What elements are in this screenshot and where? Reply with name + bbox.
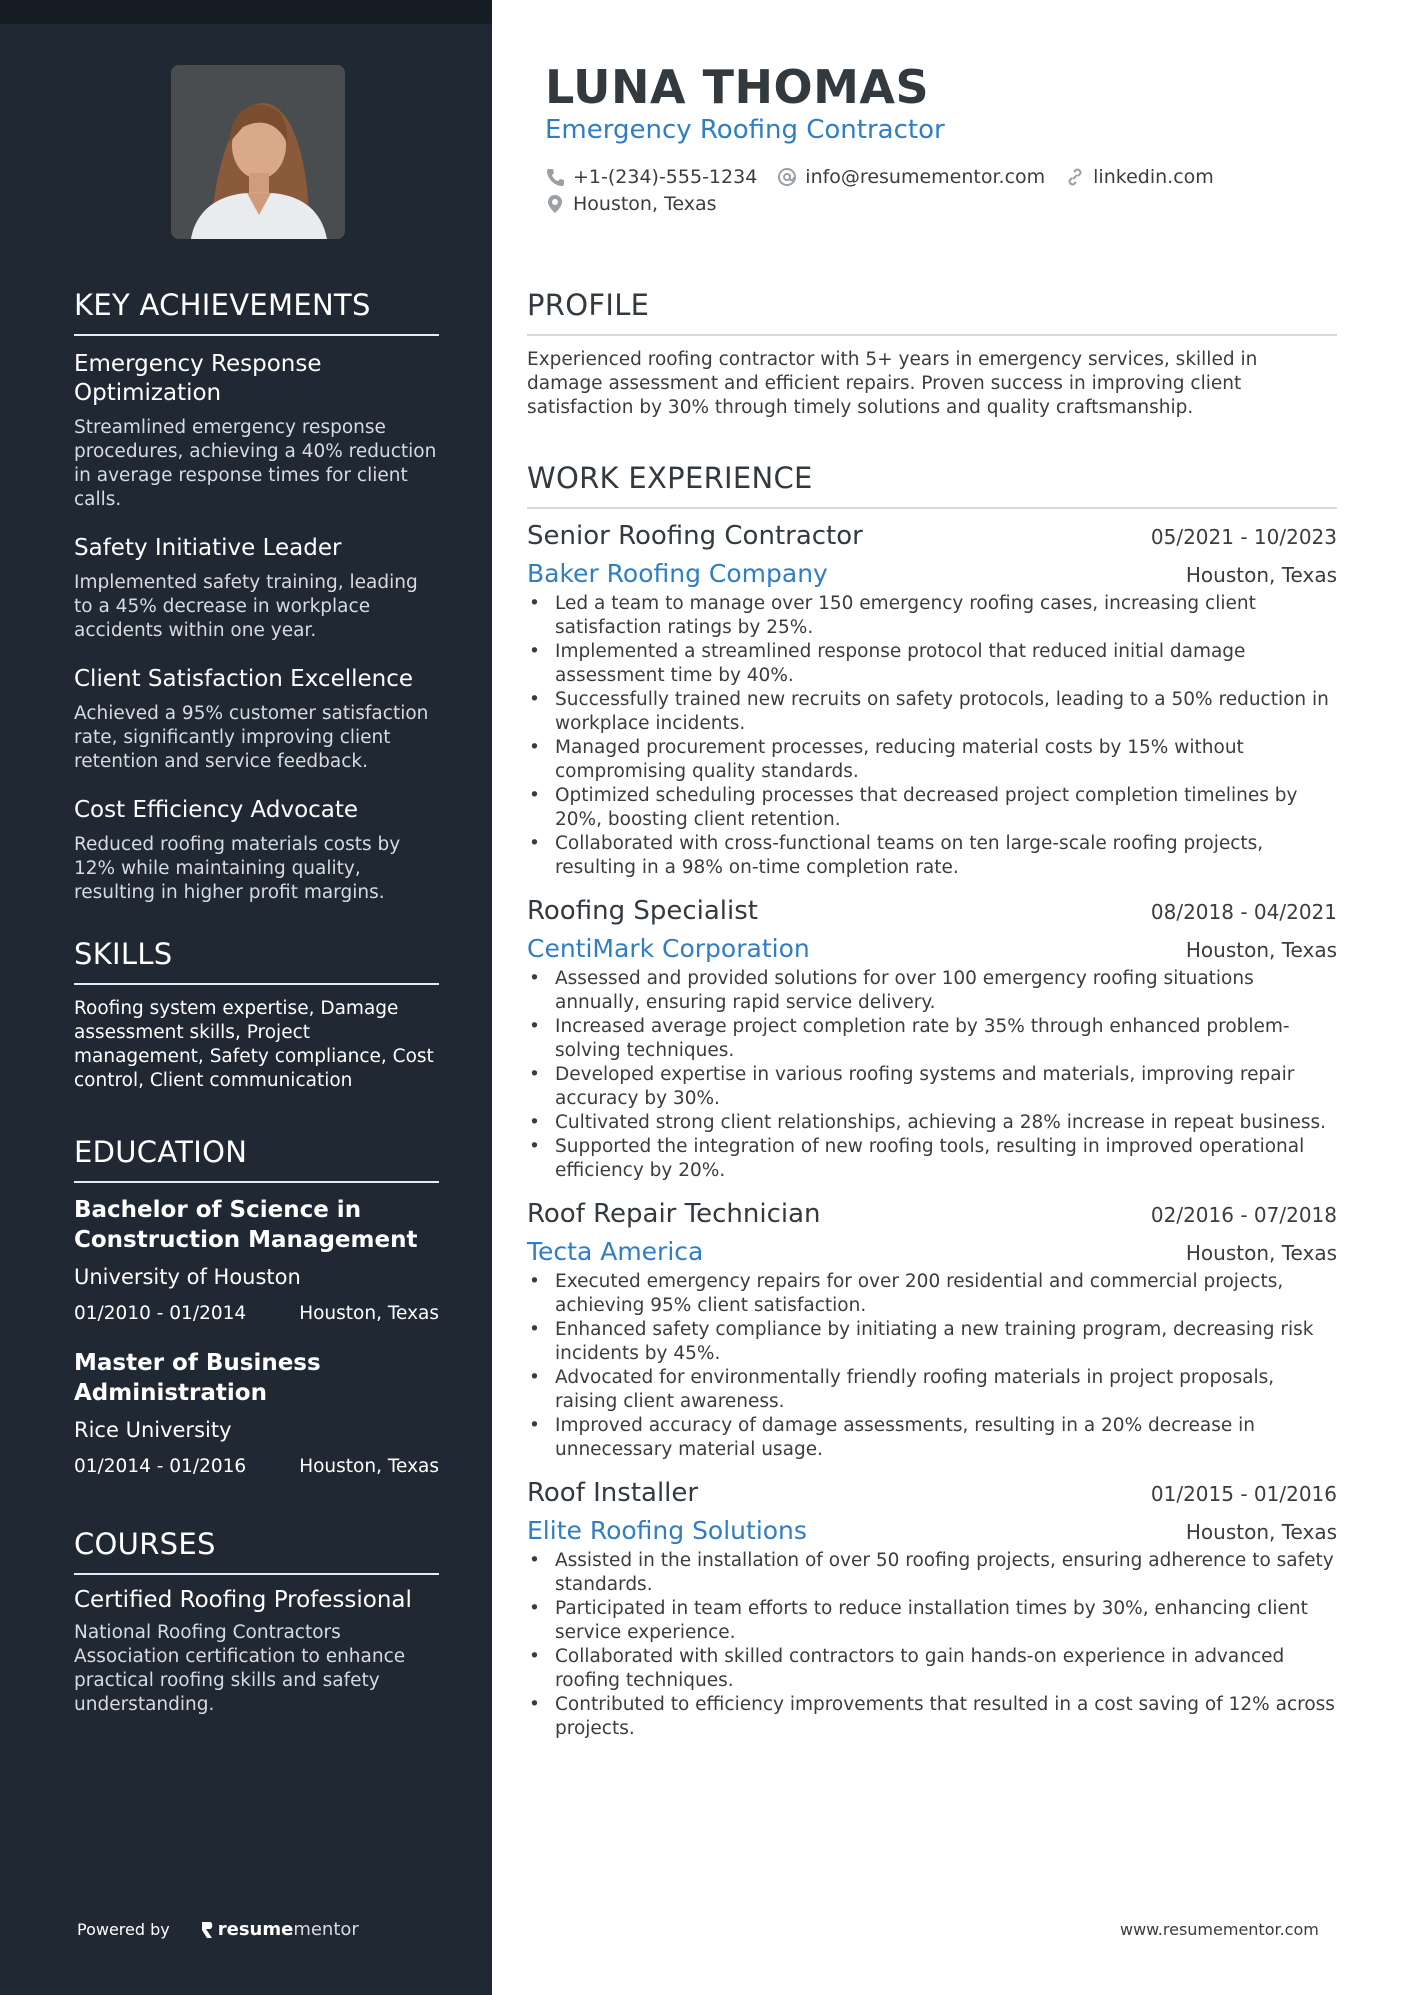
link-icon xyxy=(1065,167,1085,187)
linkedin-text: linkedin.com xyxy=(1093,166,1214,188)
brand-logo[interactable] xyxy=(200,1919,359,1940)
brand-mark-icon xyxy=(200,1920,214,1940)
job-bullet: • Participated in team efforts to reduce installation times by 30%, enhancing client service experience. xyxy=(527,1597,1337,1645)
education-location: Houston, Texas xyxy=(299,1456,439,1477)
achievement-title: Client Satisfaction Excellence xyxy=(74,666,414,692)
candidate-role: Emergency Roofing Contractor xyxy=(545,115,945,145)
experience-heading: WORK EXPERIENCE xyxy=(527,461,1337,509)
achievement-title: Safety Initiative Leader xyxy=(74,535,342,561)
job-subheader xyxy=(527,1237,1337,1266)
courses-heading: COURSES xyxy=(74,1527,439,1575)
job-bullets xyxy=(527,1270,1337,1462)
job-bullet: • Developed expertise in various roofing systems and materials, improving repair accuracy by 30%. xyxy=(527,1063,1337,1111)
sidebar-top-bar xyxy=(0,0,492,24)
achievements-section xyxy=(74,288,439,905)
education-meta xyxy=(74,1456,439,1477)
skills-section xyxy=(74,937,439,1093)
job-bullets xyxy=(527,1549,1337,1741)
location-pin-icon xyxy=(545,194,565,214)
achievement-desc: Streamlined emergency response procedures, achieving a 40% reduction in average response times for client calls. xyxy=(74,417,437,510)
job-subheader xyxy=(527,1516,1337,1545)
job-header xyxy=(527,896,1337,926)
powered-by xyxy=(77,1919,359,1940)
education-school: Rice University xyxy=(74,1418,232,1442)
job-bullet: • Supported the integration of new roofing tools, resulting in improved operational efficiency by 20%. xyxy=(527,1135,1337,1183)
brand-bold: resume xyxy=(217,1919,294,1940)
job-bullet: • Executed emergency repairs for over 200 residential and commercial projects, achieving 95% client satisfaction. xyxy=(527,1270,1337,1318)
education-heading: EDUCATION xyxy=(74,1135,439,1183)
brand-light: mentor xyxy=(293,1919,359,1940)
contact-linkedin[interactable] xyxy=(1065,166,1214,188)
footer-url[interactable]: www.resumementor.com xyxy=(1120,1920,1319,1939)
contact-row xyxy=(545,166,1214,188)
achievements-heading: KEY ACHIEVEMENTS xyxy=(74,288,439,336)
job-bullet: • Increased average project completion rate by 35% through enhanced problem-solving techniques. xyxy=(527,1015,1337,1063)
achievement-desc: Reduced roofing materials costs by 12% while maintaining quality, resulting in higher profit margins. xyxy=(74,834,401,903)
profile-photo xyxy=(171,65,345,239)
location-text: Houston, Texas xyxy=(573,193,717,215)
education-section xyxy=(74,1135,439,1477)
courses-section xyxy=(74,1527,439,1717)
job-bullet: • Managed procurement processes, reducing material costs by 15% without compromising quality standards. xyxy=(527,736,1337,784)
job-header xyxy=(527,1478,1337,1508)
profile-section xyxy=(527,288,1337,420)
job-bullets xyxy=(527,967,1337,1183)
job-bullet: • Collaborated with cross-functional teams on ten large-scale roofing projects, resulting in a 98% on-time completion rate. xyxy=(527,832,1337,880)
company-name: Tecta America xyxy=(527,1237,704,1266)
job-bullet: • Advocated for environmentally friendly roofing materials in project proposals, raising client awareness. xyxy=(527,1366,1337,1414)
job-location: Houston, Texas xyxy=(1185,1520,1337,1544)
at-icon xyxy=(777,167,797,187)
job-dates: 02/2016 - 07/2018 xyxy=(1150,1203,1337,1227)
job-title: Senior Roofing Contractor xyxy=(527,521,863,551)
job-bullet: • Enhanced safety compliance by initiating a new training program, decreasing risk incidents by 45%. xyxy=(527,1318,1337,1366)
achievement-desc: Implemented safety training, leading to a 45% decrease in workplace accidents within one year. xyxy=(74,572,418,641)
course-title: Certified Roofing Professional xyxy=(74,1587,412,1613)
contact-email[interactable] xyxy=(777,166,1045,188)
jobs-list xyxy=(527,521,1337,1741)
job-bullet: • Assisted in the installation of over 50 roofing projects, ensuring adherence to safety standards. xyxy=(527,1549,1337,1597)
education-meta xyxy=(74,1303,439,1324)
education-dates: 01/2010 - 01/2014 xyxy=(74,1303,247,1324)
job-bullet: • Optimized scheduling processes that decreased project completion timelines by 20%, boosting client retention. xyxy=(527,784,1337,832)
job-title: Roof Repair Technician xyxy=(527,1199,821,1229)
sidebar xyxy=(0,0,492,1995)
skills-heading: SKILLS xyxy=(74,937,439,985)
email-text: info@resumementor.com xyxy=(805,166,1046,188)
job-dates: 08/2018 - 04/2021 xyxy=(1150,900,1337,924)
experience-section xyxy=(527,461,1337,1741)
achievement-title: Cost Efficiency Advocate xyxy=(74,797,359,823)
job-bullets xyxy=(527,592,1337,880)
job-dates: 01/2015 - 01/2016 xyxy=(1150,1482,1337,1506)
job-title: Roof Installer xyxy=(527,1478,699,1508)
job-bullet: • Cultivated strong client relationships, achieving a 28% increase in repeat business. xyxy=(527,1111,1337,1135)
job-header xyxy=(527,521,1337,551)
achievement-desc: Achieved a 95% customer satisfaction rate, significantly improving client retention and service feedback. xyxy=(74,703,429,772)
job-bullet: • Contributed to efficiency improvements that resulted in a cost saving of 12% across projects. xyxy=(527,1693,1337,1741)
job-bullet: • Led a team to manage over 150 emergency roofing cases, increasing client satisfaction ratings by 25%. xyxy=(527,592,1337,640)
contact-phone[interactable] xyxy=(545,166,757,188)
job-entry xyxy=(527,1478,1337,1741)
profile-text: Experienced roofing contractor with 5+ years in emergency services, skilled in damage assessment and efficient repairs. Proven success in improving client satisfaction by 30% through timely solutions and quality craftsmanship. xyxy=(527,349,1258,418)
candidate-name: LUNA THOMAS xyxy=(545,60,930,114)
job-entry xyxy=(527,521,1337,880)
job-subheader xyxy=(527,934,1337,963)
phone-text: +1-(234)-555-1234 xyxy=(573,166,758,188)
job-location: Houston, Texas xyxy=(1185,563,1337,587)
achievement-title: Emergency Response Optimization xyxy=(74,351,322,406)
job-bullet: • Collaborated with skilled contractors to gain hands-on experience in advanced roofing techniques. xyxy=(527,1645,1337,1693)
education-degree: Bachelor of Science in Construction Management xyxy=(74,1197,418,1253)
job-bullet: • Successfully trained new recruits on safety protocols, leading to a 50% reduction in workplace incidents. xyxy=(527,688,1337,736)
contact-location xyxy=(545,193,717,215)
job-header xyxy=(527,1199,1337,1229)
company-name: CentiMark Corporation xyxy=(527,934,810,963)
company-name: Elite Roofing Solutions xyxy=(527,1516,807,1545)
job-bullet: • Assessed and provided solutions for over 100 emergency roofing situations annually, ensuring rapid service delivery. xyxy=(527,967,1337,1015)
job-bullet: • Improved accuracy of damage assessments, resulting in a 20% decrease in unnecessary material usage. xyxy=(527,1414,1337,1462)
course-desc: National Roofing Contractors Association certification to enhance practical roofing skills and safety understanding. xyxy=(74,1622,406,1715)
education-location: Houston, Texas xyxy=(299,1303,439,1324)
job-subheader xyxy=(527,559,1337,588)
job-entry xyxy=(527,1199,1337,1462)
education-degree: Master of Business Administration xyxy=(74,1350,321,1406)
job-title: Roofing Specialist xyxy=(527,896,758,926)
profile-heading: PROFILE xyxy=(527,288,1337,336)
skills-list: Roofing system expertise, Damage assessment skills, Project management, Safety compliance, Cost control, Client communication xyxy=(74,998,434,1091)
powered-by-label: Powered by xyxy=(77,1920,170,1939)
company-name: Baker Roofing Company xyxy=(527,559,828,588)
job-bullet: • Implemented a streamlined response protocol that reduced initial damage assessment time by 40%. xyxy=(527,640,1337,688)
job-location: Houston, Texas xyxy=(1185,938,1337,962)
job-entry xyxy=(527,896,1337,1183)
job-dates: 05/2021 - 10/2023 xyxy=(1150,525,1337,549)
job-location: Houston, Texas xyxy=(1185,1241,1337,1265)
education-school: University of Houston xyxy=(74,1265,301,1289)
phone-icon xyxy=(545,167,565,187)
education-dates: 01/2014 - 01/2016 xyxy=(74,1456,247,1477)
